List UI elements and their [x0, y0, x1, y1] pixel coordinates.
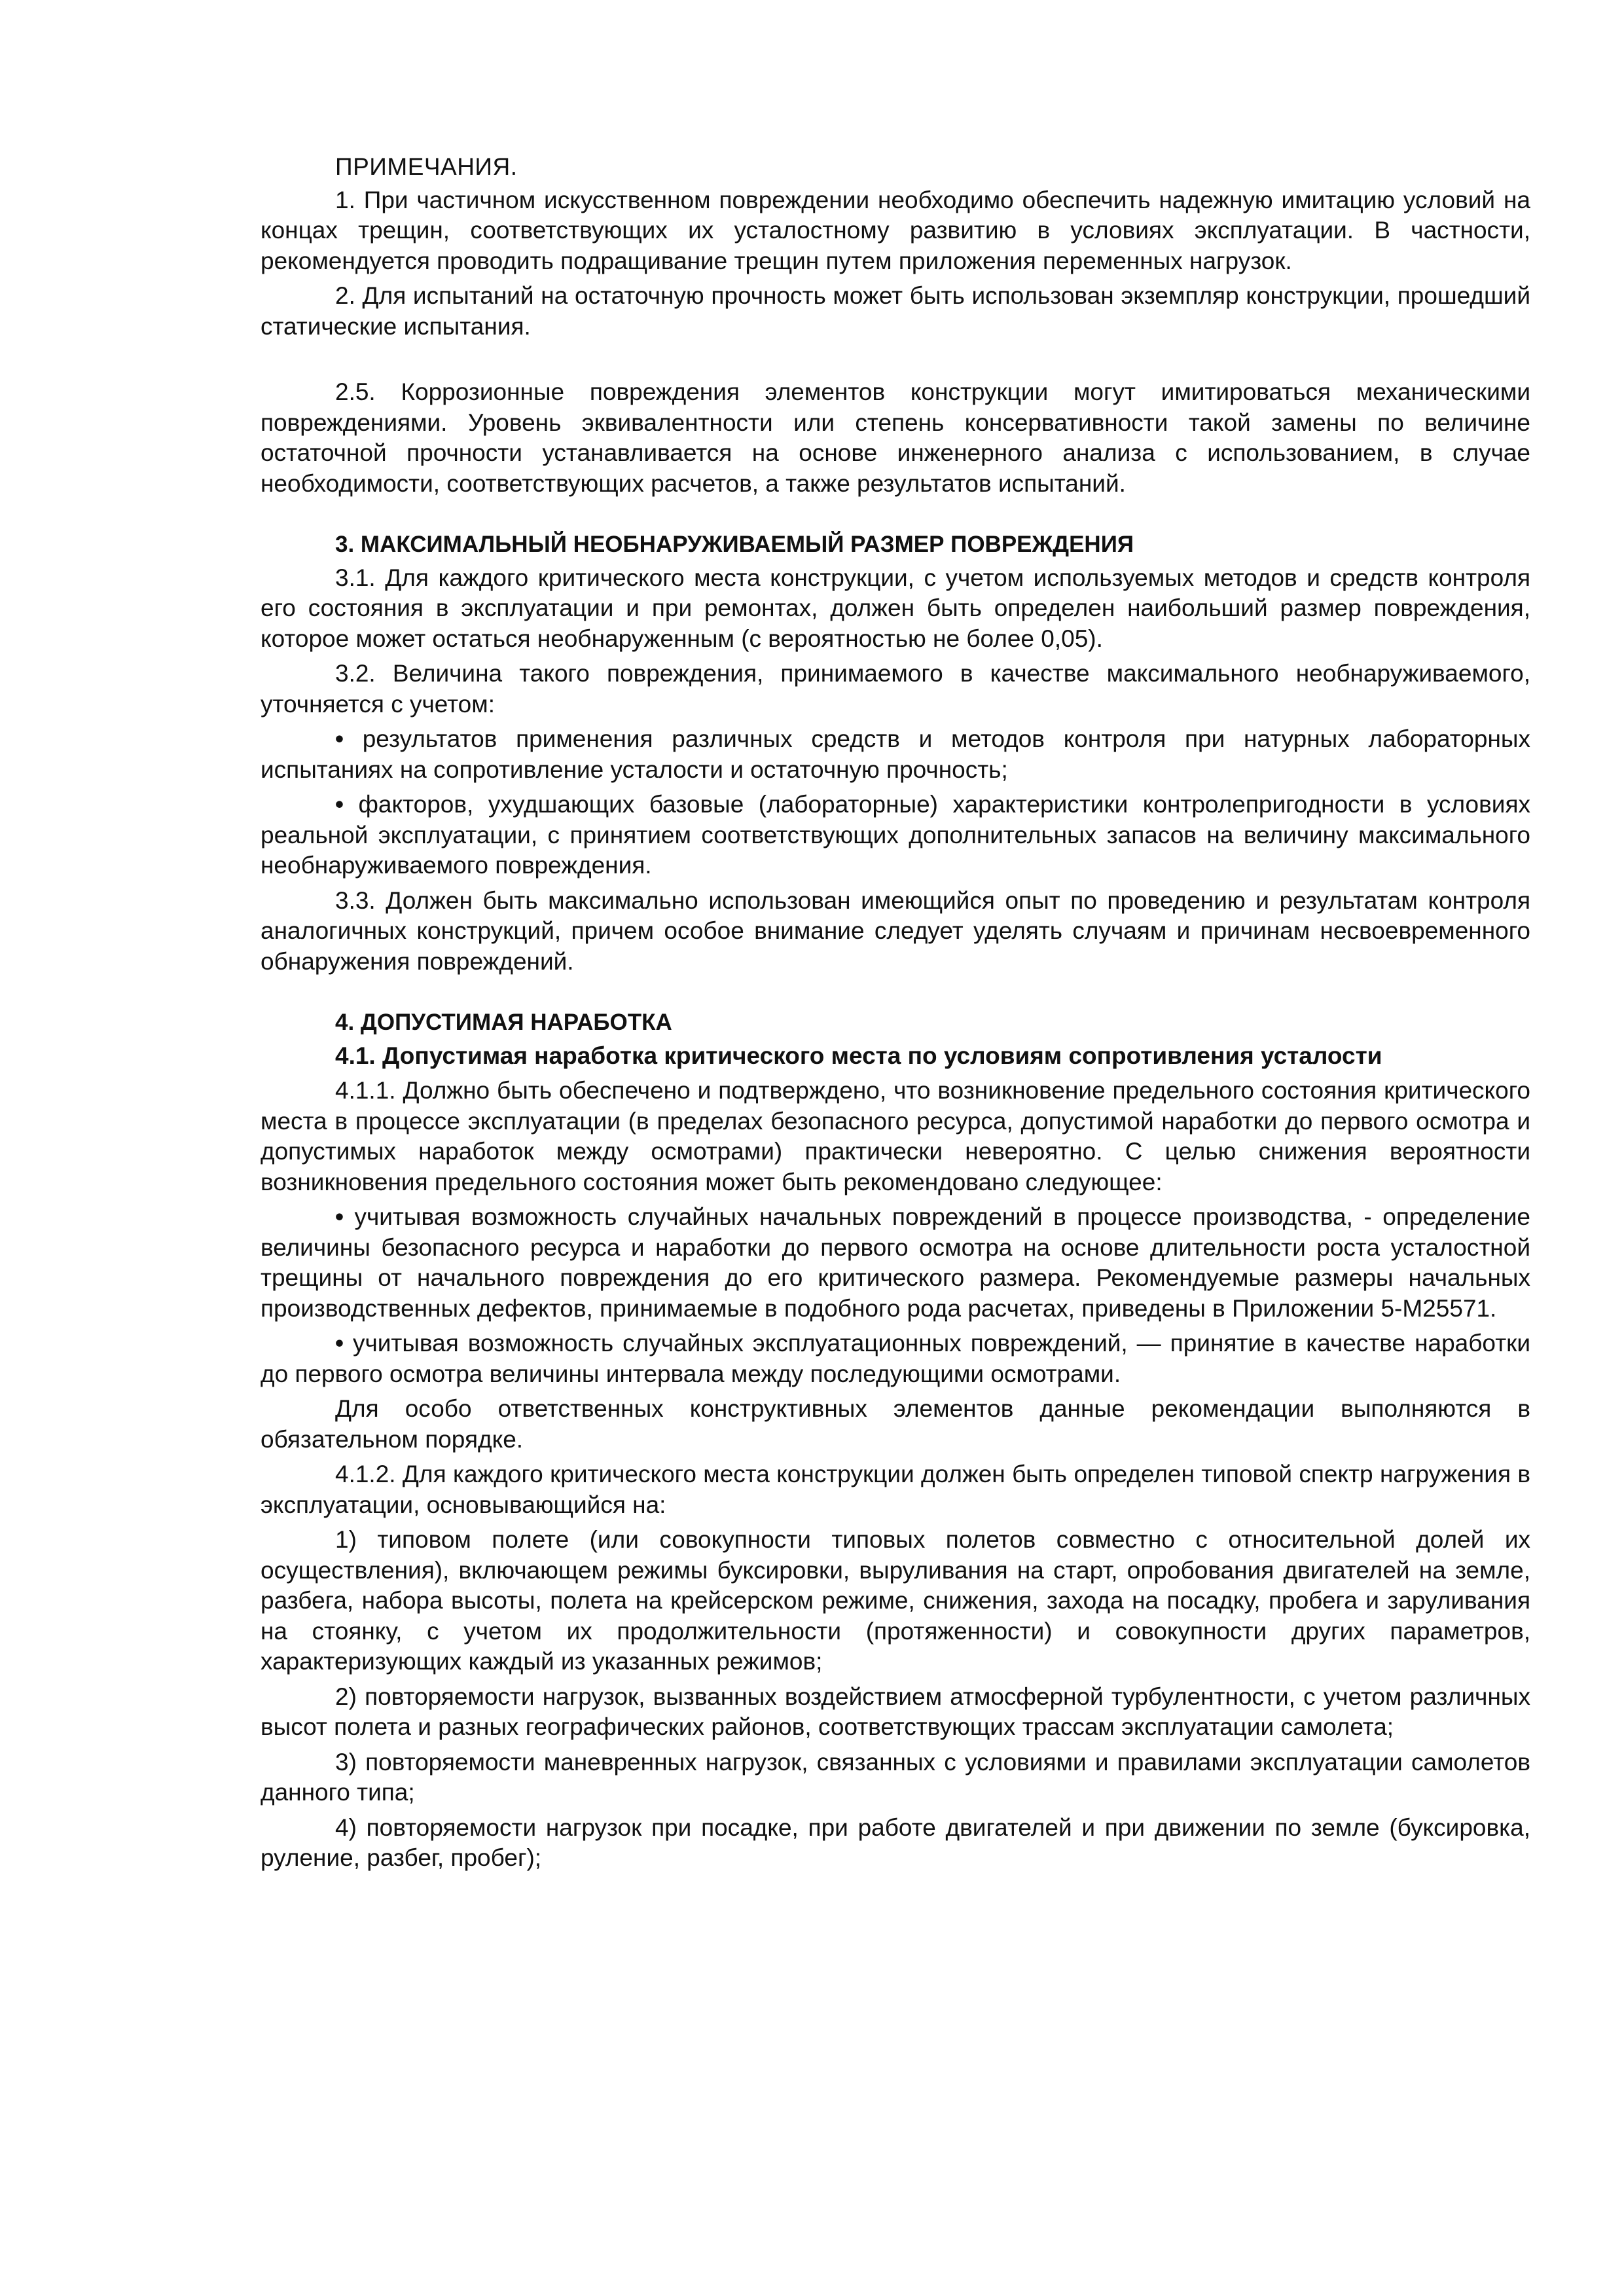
list-item-4: 4) повторяемости нагрузок при посадке, при работе двигателей и при движении по земле (буксировка, руление, разбег, пробег); [261, 1813, 1530, 1871]
paragraph-4-1-2: 4.1.2. Для каждого критического места конструкции должен быть определен типовой спектр нагружения в эксплуатации, основывающийся на: [261, 1461, 1530, 1518]
bullet-icon: • [335, 791, 344, 818]
bullet-item [261, 1328, 1530, 1389]
section-4-heading: 4. ДОПУСТИМАЯ НАРАБОТКА [335, 1010, 672, 1035]
bullet-item [261, 724, 1530, 785]
bullet-icon: • [335, 1203, 344, 1230]
spacer [261, 981, 1530, 1008]
spacer [261, 503, 1530, 530]
paragraph-4-1-1: 4.1.1. Должно быть обеспечено и подтверждено, что возникновение предельного состояния критического места в процессе эксплуатации (в пределах безопасного ресурса, допустимой наработки до первого осмотра и допустимых наработок между осмотрами) практически невероятно. С целью снижения вероятности возникновения предельного состояния может быть рекомендовано следующее: [261, 1077, 1530, 1195]
spacer [261, 346, 1530, 377]
list-item-1: 1) типовом полете (или совокупности типовых полетов совместно с относительной долей их осуществления), включающем режимы буксировки, выруливания на старт, опробования двигателей на земле, разбега, набора высоты, полета на крейсерском режиме, снижения, захода на посадку, пробега и заруливания на стоянку, с учетом их продолжительности (протяженности) и совокупности других параметров, характеризующих каждый из указанных режимов; [261, 1526, 1530, 1675]
note-2: 2. Для испытаний на остаточную прочность может быть использован экземпляр конструкции, прошедший статические испытания. [261, 282, 1530, 340]
bullet-text: учитывая возможность случайных начальных повреждений в процессе производства, - определение величины безопасного ресурса и наработки до первого осмотра на основе длительности роста усталостной трещины от начального повреждения до его критического размера. Рекомендуемые размеры начальных производственных дефектов, принимаемые в подобного рода расчетах, приведены в Приложении 5-М25571. [261, 1203, 1530, 1322]
document-page [261, 152, 1530, 1878]
section-4-1-subheading: 4.1. Допустимая наработка критического места по условиям сопротивления усталости [335, 1042, 1382, 1069]
section-3-heading: 3. МАКСИМАЛЬНЫЙ НЕОБНАРУЖИВАЕМЫЙ РАЗМЕР ПОВРЕЖДЕНИЯ [335, 532, 1134, 557]
bullet-text: результатов применения различных средств и методов контроля при натурных лабораторных испытаниях на сопротивление усталости и остаточную прочность; [261, 725, 1530, 783]
bullet-icon: • [335, 1330, 344, 1357]
bullet-text: учитывая возможность случайных эксплуатационных повреждений, — принятие в качестве наработки до первого осмотра величины интервала между последующими осмотрами. [261, 1330, 1530, 1387]
bullet-text: факторов, ухудшающих базовые (лабораторные) характеристики контролепригодности в условиях реальной эксплуатации, с принятием соответствующих дополнительных запасов на величину максимального необнаруживаемого повреждения. [261, 791, 1530, 879]
paragraph-special: Для особо ответственных конструктивных элементов данные рекомендации выполняются в обязательном порядке. [261, 1395, 1530, 1453]
bullet-item [261, 1202, 1530, 1324]
paragraph-3-1: 3.1. Для каждого критического места конструкции, с учетом используемых методов и средств контроля его состояния в эксплуатации и при ремонтах, должен быть определен наибольший размер повреждения, которое может остаться необнаруженным (с вероятностью не более 0,05). [261, 564, 1530, 652]
bullet-icon: • [335, 725, 344, 752]
list-item-3: 3) повторяемости маневренных нагрузок, связанных с условиями и правилами эксплуатации самолетов данного типа; [261, 1748, 1530, 1806]
paragraph-2-5: 2.5. Коррозионные повреждения элементов конструкции могут имитироваться механическими повреждениями. Уровень эквивалентности или степень консервативности такой замены по величине остаточной прочности устанавливается на основе инженерного анализа с использованием, в случае необходимости, соответствующих расчетов, а также результатов испытаний. [261, 378, 1530, 497]
list-item-2: 2) повторяемости нагрузок, вызванных воздействием атмосферной турбулентности, с учетом различных высот полета и разных географических районов, соответствующих трассам эксплуатации самолета; [261, 1683, 1530, 1740]
note-1: 1. При частичном искусственном повреждении необходимо обеспечить надежную имитацию условий на концах трещин, соответствующих их усталостному развитию в условиях эксплуатации. В частности, рекомендуется проводить подращивание трещин путем приложения переменных нагрузок. [261, 186, 1530, 274]
paragraph-3-3: 3.3. Должен быть максимально использован имеющийся опыт по проведению и результатам контроля аналогичных конструкций, причем особое внимание следует уделять случаям и причинам несвоевременного обнаружения повреждений. [261, 886, 1530, 975]
notes-title: ПРИМЕЧАНИЯ. [335, 153, 518, 180]
paragraph-3-2: 3.2. Величина такого повреждения, принимаемого в качестве максимального необнаруживаемого, уточняется с учетом: [261, 660, 1530, 718]
bullet-item [261, 790, 1530, 881]
